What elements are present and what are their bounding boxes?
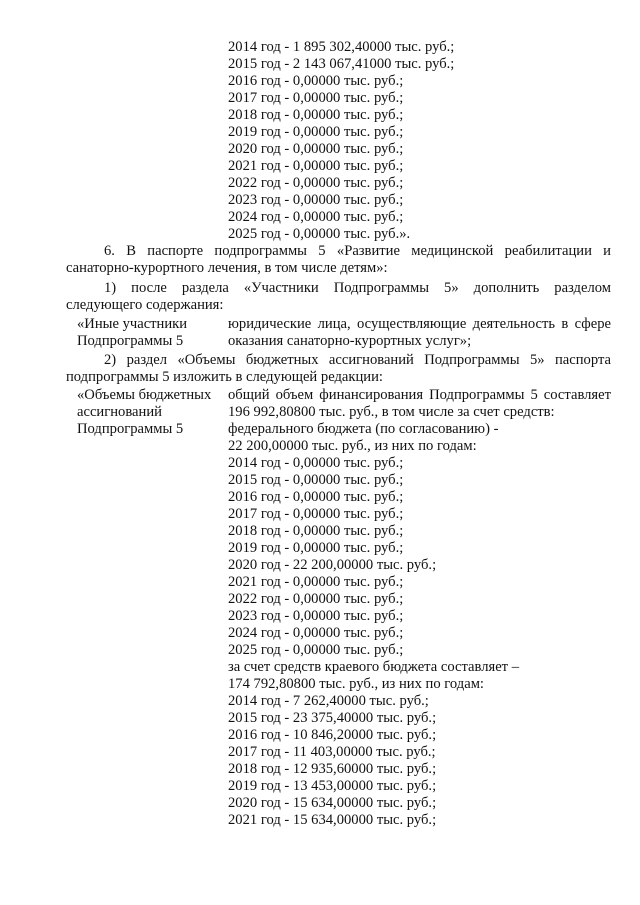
federal-year-line: 2023 год - 0,00000 тыс. руб.; — [228, 608, 404, 624]
sub1-line2: следующего содержания: — [66, 297, 224, 313]
year-line: 2017 год - 0,00000 тыс. руб.; — [228, 90, 404, 106]
regional-year-line: 2016 год - 10 846,20000 тыс. руб.; — [228, 727, 437, 743]
year-line: 2019 год - 0,00000 тыс. руб.; — [228, 124, 404, 140]
federal-year-line: 2017 год - 0,00000 тыс. руб.; — [228, 506, 404, 522]
federal-year-line: 2018 год - 0,00000 тыс. руб.; — [228, 523, 404, 539]
sub2-line2: подпрограммы 5 изложить в следующей редакции: — [66, 369, 383, 385]
item6-line1: 6. В паспорте подпрограммы 5 «Развитие медицинской реабилитации и — [104, 243, 611, 259]
budget-label: ассигнований — [77, 404, 162, 420]
year-line: 2025 год - 0,00000 тыс. руб.». — [228, 226, 411, 242]
regional-year-line: 2018 год - 12 935,60000 тыс. руб.; — [228, 761, 437, 777]
year-line: 2015 год - 2 143 067,41000 тыс. руб.; — [228, 56, 455, 72]
federal-year-line: 2024 год - 0,00000 тыс. руб.; — [228, 625, 404, 641]
federal-year-line: 2019 год - 0,00000 тыс. руб.; — [228, 540, 404, 556]
sub1-line1: 1) после раздела «Участники Подпрограммы 5» дополнить разделом — [104, 280, 611, 296]
year-line: 2022 год - 0,00000 тыс. руб.; — [228, 175, 404, 191]
budget-intro: федерального бюджета (по согласованию) - — [228, 421, 499, 437]
regional-year-line: 2021 год - 15 634,00000 тыс. руб.; — [228, 812, 437, 828]
federal-year-line: 2020 год - 22 200,00000 тыс. руб.; — [228, 557, 437, 573]
sub2-line1: 2) раздел «Объемы бюджетных ассигнований Подпрограммы 5» паспорта — [104, 352, 611, 368]
budget-label: Подпрограммы 5 — [77, 421, 184, 437]
regional-year-line: 2014 год - 7 262,40000 тыс. руб.; — [228, 693, 429, 709]
year-line: 2014 год - 1 895 302,40000 тыс. руб.; — [228, 39, 455, 55]
budget-label: «Объемы бюджетных — [77, 387, 212, 403]
budget-intro: общий объем финансирования Подпрограммы 5 составляет — [228, 387, 611, 403]
regional-year-line: 2019 год - 13 453,00000 тыс. руб.; — [228, 778, 437, 794]
regional-intro: за счет средств краевого бюджета составляет – — [228, 659, 519, 675]
federal-year-line: 2015 год - 0,00000 тыс. руб.; — [228, 472, 404, 488]
item6-line2: санаторно-курортного лечения, в том числе детям»: — [66, 260, 388, 276]
federal-year-line: 2016 год - 0,00000 тыс. руб.; — [228, 489, 404, 505]
budget-intro: 22 200,00000 тыс. руб., из них по годам: — [228, 438, 477, 454]
year-line: 2016 год - 0,00000 тыс. руб.; — [228, 73, 404, 89]
federal-year-line: 2025 год - 0,00000 тыс. руб.; — [228, 642, 404, 658]
year-line: 2024 год - 0,00000 тыс. руб.; — [228, 209, 404, 225]
regional-year-line: 2020 год - 15 634,00000 тыс. руб.; — [228, 795, 437, 811]
federal-year-line: 2021 год - 0,00000 тыс. руб.; — [228, 574, 404, 590]
year-line: 2018 год - 0,00000 тыс. руб.; — [228, 107, 404, 123]
participants-text: оказания санаторно-курортных услуг»; — [228, 333, 472, 349]
regional-intro: 174 792,80800 тыс. руб., из них по годам: — [228, 676, 484, 692]
regional-year-line: 2017 год - 11 403,00000 тыс. руб.; — [228, 744, 436, 760]
participants-label: «Иные участники — [77, 316, 188, 332]
participants-text: юридические лица, осуществляющие деятельность в сфере — [228, 316, 611, 332]
regional-year-line: 2015 год - 23 375,40000 тыс. руб.; — [228, 710, 437, 726]
budget-intro: 196 992,80800 тыс. руб., в том числе за счет средств: — [228, 404, 555, 420]
year-line: 2023 год - 0,00000 тыс. руб.; — [228, 192, 404, 208]
federal-year-line: 2014 год - 0,00000 тыс. руб.; — [228, 455, 404, 471]
year-line: 2020 год - 0,00000 тыс. руб.; — [228, 141, 404, 157]
federal-year-line: 2022 год - 0,00000 тыс. руб.; — [228, 591, 404, 607]
year-line: 2021 год - 0,00000 тыс. руб.; — [228, 158, 404, 174]
participants-label: Подпрограммы 5 — [77, 333, 184, 349]
